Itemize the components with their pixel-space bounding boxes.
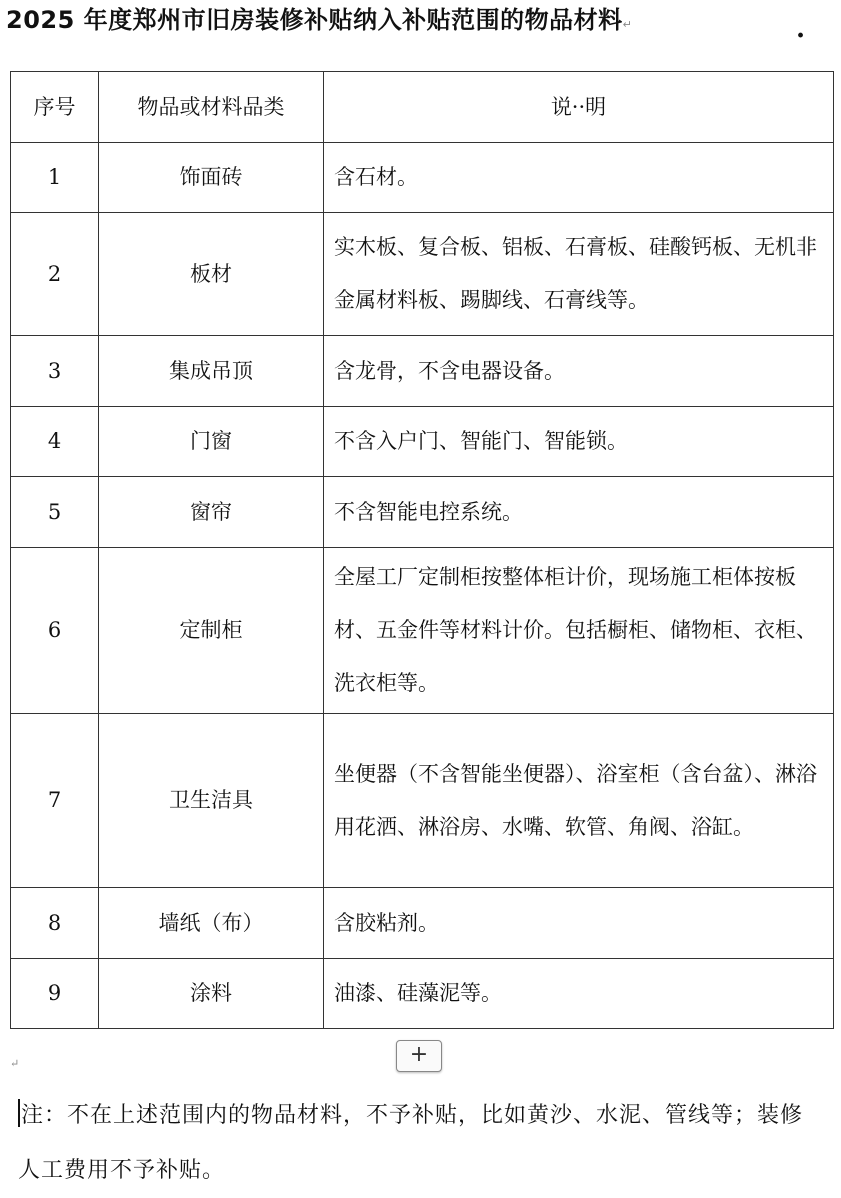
- header-desc: 说··明: [324, 72, 834, 143]
- text-cursor: [18, 1099, 20, 1127]
- footnote-text: 注：不在上述范围内的物品材料，不予补贴，比如黄沙、水泥、管线等；装修人工费用不予补贴。: [18, 1103, 804, 1183]
- row-item: 定制柜: [99, 548, 324, 714]
- row-desc: 全屋工厂定制柜按整体柜计价，现场施工柜体按板材、五金件等材料计价。包括橱柜、储物柜、衣柜、洗衣柜等。: [324, 548, 834, 714]
- row-no: 3: [11, 336, 99, 407]
- header-no: 序号: [11, 72, 99, 143]
- table-row: [11, 959, 834, 1029]
- row-no: 5: [11, 477, 99, 548]
- materials-table: [10, 71, 834, 1029]
- add-row-button[interactable]: +: [396, 1040, 442, 1072]
- row-item: 卫生洁具: [99, 714, 324, 888]
- row-item: 集成吊顶: [99, 336, 324, 407]
- row-no: 4: [11, 407, 99, 477]
- row-no: 7: [11, 714, 99, 888]
- table-row: [11, 714, 834, 888]
- row-desc: 含龙骨，不含电器设备。: [324, 336, 834, 407]
- table-row: [11, 143, 834, 213]
- row-desc: 油漆、硅藻泥等。: [324, 959, 834, 1029]
- table-row: [11, 548, 834, 714]
- table-row: [11, 336, 834, 407]
- paragraph-mark: ↵: [622, 18, 633, 31]
- row-item: 门窗: [99, 407, 324, 477]
- document-title: 2025 年度郑州市旧房装修补贴纳入补贴范围的物品材料↵: [6, 6, 633, 34]
- row-no: 2: [11, 213, 99, 336]
- table-header-row: [11, 72, 834, 143]
- header-item: 物品或材料品类: [99, 72, 324, 143]
- row-desc: 坐便器（不含智能坐便器）、浴室柜（含台盆）、淋浴用花洒、淋浴房、水嘴、软管、角阀、浴缸。: [324, 714, 834, 888]
- row-item: 墙纸（布）: [99, 888, 324, 959]
- row-desc: 含胶粘剂。: [324, 888, 834, 959]
- row-item: 涂料: [99, 959, 324, 1029]
- row-desc: 不含智能电控系统。: [324, 477, 834, 548]
- row-item: 板材: [99, 213, 324, 336]
- row-item: 饰面砖: [99, 143, 324, 213]
- row-desc: 不含入户门、智能门、智能锁。: [324, 407, 834, 477]
- table-row: [11, 407, 834, 477]
- paragraph-mark: ↵: [10, 1057, 20, 1070]
- row-no: 8: [11, 888, 99, 959]
- table-row: [11, 888, 834, 959]
- table-row: [11, 213, 834, 336]
- row-desc: 实木板、复合板、铝板、石膏板、硅酸钙板、无机非金属材料板、踢脚线、石膏线等。: [324, 213, 834, 336]
- row-no: 6: [11, 548, 99, 714]
- bullet-dot: .: [796, 14, 806, 44]
- footnote[interactable]: [18, 1088, 818, 1198]
- row-no: 1: [11, 143, 99, 213]
- table-row: [11, 477, 834, 548]
- row-desc: 含石材。: [324, 143, 834, 213]
- row-no: 9: [11, 959, 99, 1029]
- row-item: 窗帘: [99, 477, 324, 548]
